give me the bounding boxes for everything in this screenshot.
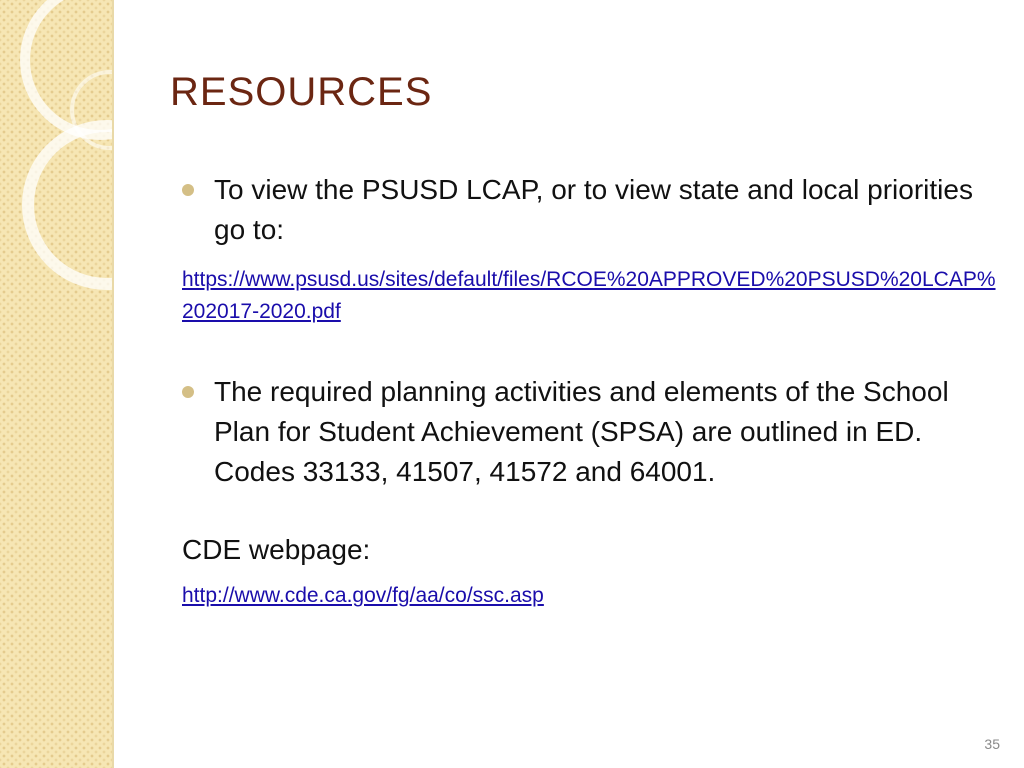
page-number: 35 — [984, 736, 1000, 752]
slide-content — [182, 170, 1002, 612]
decorative-sidebar — [0, 0, 112, 768]
sidebar-divider — [112, 0, 114, 768]
lcap-link[interactable]: https://www.psusd.us/sites/default/files/RCOE%20APPROVED%20PSUSD%20LCAP%202017-2020.pdf — [182, 268, 996, 323]
cde-label: CDE webpage: — [182, 534, 371, 565]
bullet-text: The required planning activities and elements of the School Plan for Student Achievement (SPSA) are outlined in ED. Codes 33133, 41507, 41572 and 64001. — [214, 376, 949, 487]
slide-title: RESOURCES — [170, 70, 433, 114]
bullet-icon — [182, 184, 194, 196]
bullet-icon — [182, 386, 194, 398]
cde-link[interactable]: http://www.cde.ca.gov/fg/aa/co/ssc.asp — [182, 584, 544, 607]
bullet-text: To view the PSUSD LCAP, or to view state and local priorities go to: — [214, 174, 973, 245]
bullet-item — [182, 372, 1002, 492]
bullet-item — [182, 170, 1002, 250]
